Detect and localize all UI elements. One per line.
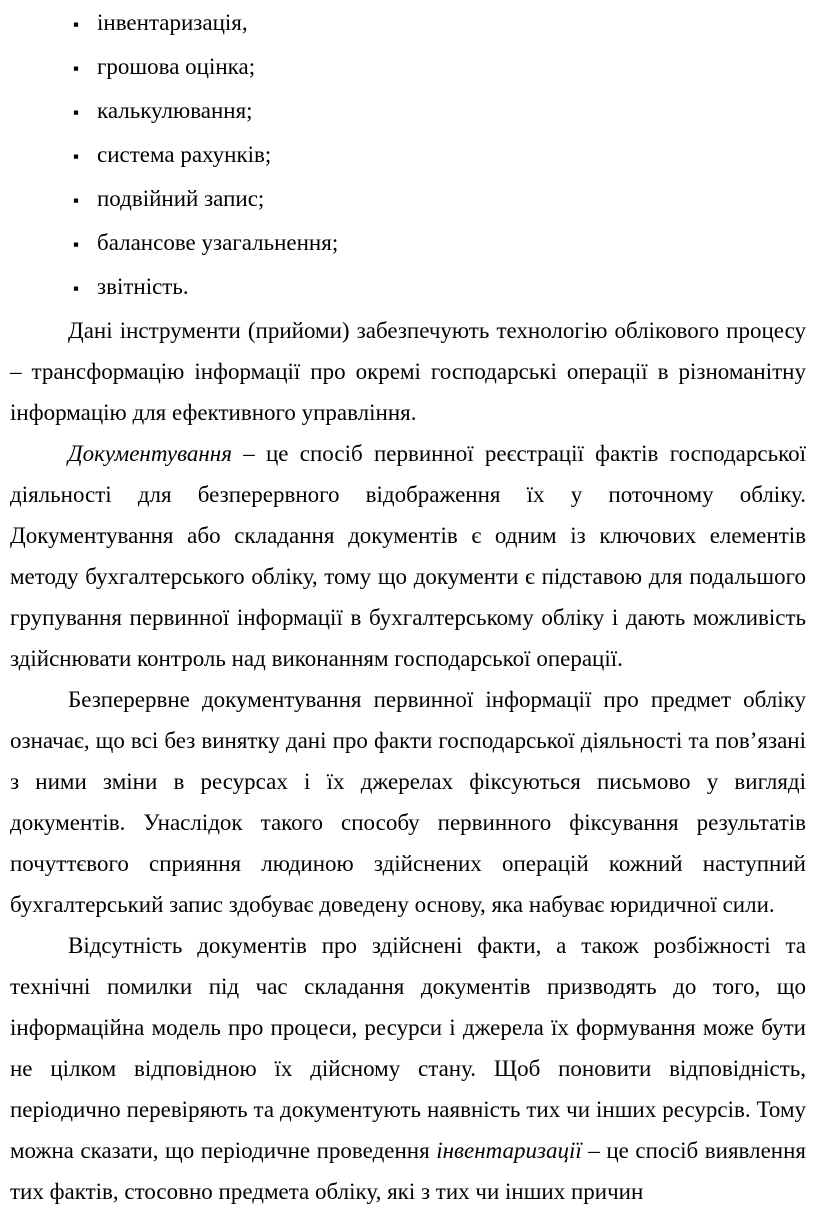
list-item [73,178,806,222]
list-item-label: калькулювання; [97,98,253,123]
paragraph-4 [10,925,806,1212]
bullet-square-icon: ▪ [73,235,80,254]
list-item-label: балансове узагальнення; [97,230,339,255]
text-run: – це спосіб первинної реєстрації фактів господарської діяльності для безперервного відображення їх у поточному обліку. Документування або складання документів є одним із ключових елементів методу бухгалтерського обліку, тому що документи є підставою для подальшого групування первинної інформації в бухгалтерському обліку і дають можливість здійснювати контроль над виконанням господарської операції. [10,441,806,671]
text-run: Дані інструменти (прийоми) забезпечують технологію облікового процесу – трансформацію інформації про окремі господарські операції в різноманітну інформацію для ефективного управління. [10,318,806,425]
bullet-square-icon: ▪ [73,103,80,122]
paragraph-3 [10,679,806,925]
bullet-square-icon: ▪ [73,59,80,78]
list-item-label: інвентаризація, [97,10,248,35]
list-item [73,266,806,310]
text-run: Відсутність документів про здійснені факти, а також розбіжності та технічні помилки під час складання документів призводять до того, що інформаційна модель про процеси, ресурси і джерела їх формування може бути не цілком відповідною їх дійсному стану. Щоб поновити відповідність, періодично перевіряють та документують наявність тих чи інших ресурсів. Тому можна сказати, що періодичне проведення [10,933,806,1163]
bullet-square-icon: ▪ [73,15,80,34]
text-run: – це спосіб виявлення тих фактів, стосовно предмета обліку, які з тих чи інших причин [10,1138,806,1204]
list-item [73,222,806,266]
bullet-square-icon: ▪ [73,191,80,210]
paragraph-1 [10,310,806,433]
list-item [73,2,806,46]
list-item [73,90,806,134]
list-item-label: звітність. [97,274,189,299]
text-run: Безперервне документування первинної інформації про предмет обліку означає, що всі без винятку дані про факти господарської діяльності та пов’язані з ними зміни в ресурсах і їх джерелах фіксуються письмово у вигляді документів. Унаслідок такого способу первинного фіксування результатів почуттєвого сприяння людиною здійснених операцій кожний наступний бухгалтерський запис здобуває доведену основу, яка набуває юридичної сили. [10,687,806,917]
list-item-label: грошова оцінка; [97,54,256,79]
list-item-label: система рахунків; [97,142,272,167]
text-run-italic: інвентаризації [436,1138,582,1163]
bullet-square-icon: ▪ [73,147,80,166]
list-item [73,134,806,178]
list-item [73,46,806,90]
document-body [10,310,806,1212]
list-item-label: подвійний запис; [97,186,265,211]
text-run-italic: Документування [68,441,232,466]
bullet-list [10,2,806,310]
paragraph-2 [10,433,806,679]
bullet-square-icon: ▪ [73,279,80,298]
